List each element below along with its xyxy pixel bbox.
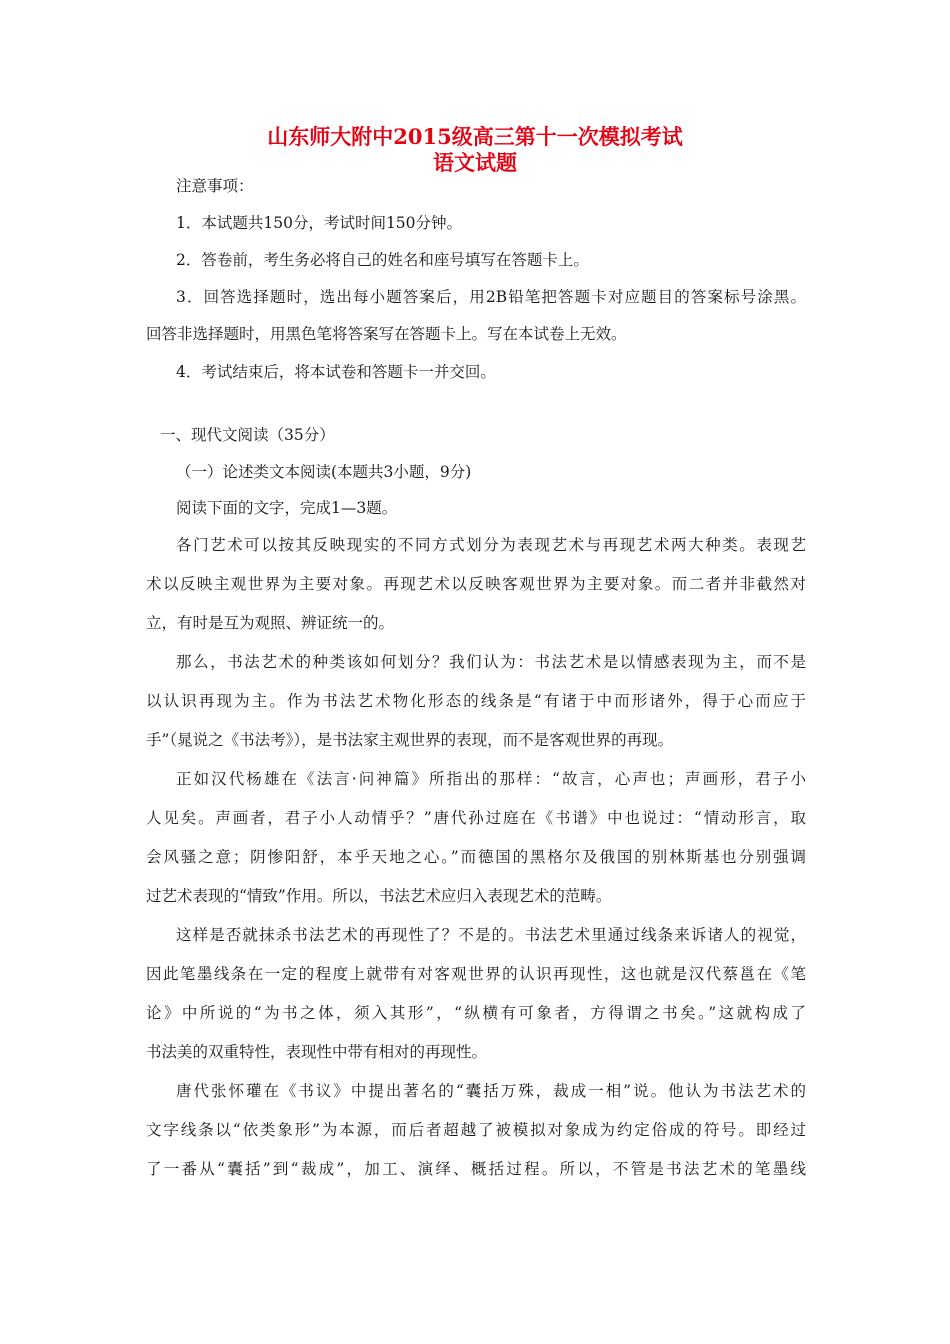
- passage-line: 论》中所说的“为书之体，须入其形”，“纵横有可象者，方得谓之书矣。”这就构成了: [146, 1004, 806, 1022]
- passage-line: 书法美的双重特性，表现性中带有相对的再现性。: [146, 1043, 488, 1061]
- reading-instruction: 阅读下面的文字，完成1—3题。: [176, 499, 398, 517]
- notice-heading: 注意事项：: [176, 177, 254, 195]
- passage-line: 人见矣。声画者，君子小人动情乎？”唐代孙过庭在《书谱》中也说过：“情动形言，取: [146, 809, 806, 827]
- passage-line: 这样是否就抹杀书法艺术的再现性了？不是的。书法艺术里通过线条来诉诸人的视觉，: [176, 926, 806, 944]
- notice-item: 4．考试结束后，将本试卷和答题卡一并交回。: [176, 363, 496, 381]
- exam-subtitle: 语文试题: [433, 150, 517, 175]
- passage-line: 因此笔墨线条在一定的程度上就带有对客观世界的认识再现性，这也就是汉代蔡邕在《笔: [146, 965, 806, 983]
- notice-item: 1．本试题共150分，考试时间150分钟。: [176, 214, 463, 232]
- notice-item-continued: 回答非选择题时，用黑色笔将答案写在答题卡上。写在本试卷上无效。: [146, 325, 627, 343]
- passage-line: 文字线条以“依类象形”为本源，而后者超越了被模拟对象成为约定俗成的符号。即经过: [146, 1121, 806, 1139]
- exam-title: 山东师大附中2015级高三第十一次模拟考试: [267, 124, 683, 149]
- passage-line: 那么，书法艺术的种类该如何划分？我们认为：书法艺术是以情感表现为主，而不是: [176, 653, 806, 671]
- passage-line: 手”（晁说之《书法考》），是书法家主观世界的表现，而不是客观世界的再现。: [146, 731, 674, 749]
- notice-item: 3．回答选择题时，选出每小题答案后，用2B铅笔把答题卡对应题目的答案标号涂黑。: [176, 288, 806, 306]
- passage-line: 了一番从“囊括”到“裁成”，加工、演绎、概括过程。所以，不管是书法艺术的笔墨线: [146, 1160, 806, 1178]
- passage-line: 各门艺术可以按其反映现实的不同方式划分为表现艺术与再现艺术两大种类。表现艺: [176, 536, 806, 554]
- passage-line: 过艺术表现的“情致”作用。所以，书法艺术应归入表现艺术的范畴。: [146, 887, 612, 905]
- notice-item: 2．答卷前，考生务必将自己的姓名和座号填写在答题卡上。: [176, 251, 589, 269]
- passage-line: 立，有时是互为观照、辨证统一的。: [146, 614, 395, 632]
- passage-line: 会风骚之意；阴惨阳舒，本乎天地之心。”而德国的黑格尔及俄国的别林斯基也分别强调: [146, 848, 806, 866]
- passage-line: 以认识再现为主。作为书法艺术物化形态的线条是“有诸于中而形诸外，得于心而应于: [146, 692, 806, 710]
- passage-line: 正如汉代杨雄在《法言·问神篇》所指出的那样：“故言，心声也；声画形，君子小: [176, 770, 806, 788]
- section-heading: 一、现代文阅读（35分）: [160, 426, 335, 444]
- passage-line: 唐代张怀瓘在《书议》中提出著名的“囊括万殊，裁成一相”说。他认为书法艺术的: [176, 1082, 806, 1100]
- passage-line: 术以反映主观世界为主要对象。再现艺术以反映客观世界为主要对象。而二者并非截然对: [146, 575, 806, 593]
- section-subheading: （一）论述类文本阅读(本题共3小题，9分): [176, 463, 472, 481]
